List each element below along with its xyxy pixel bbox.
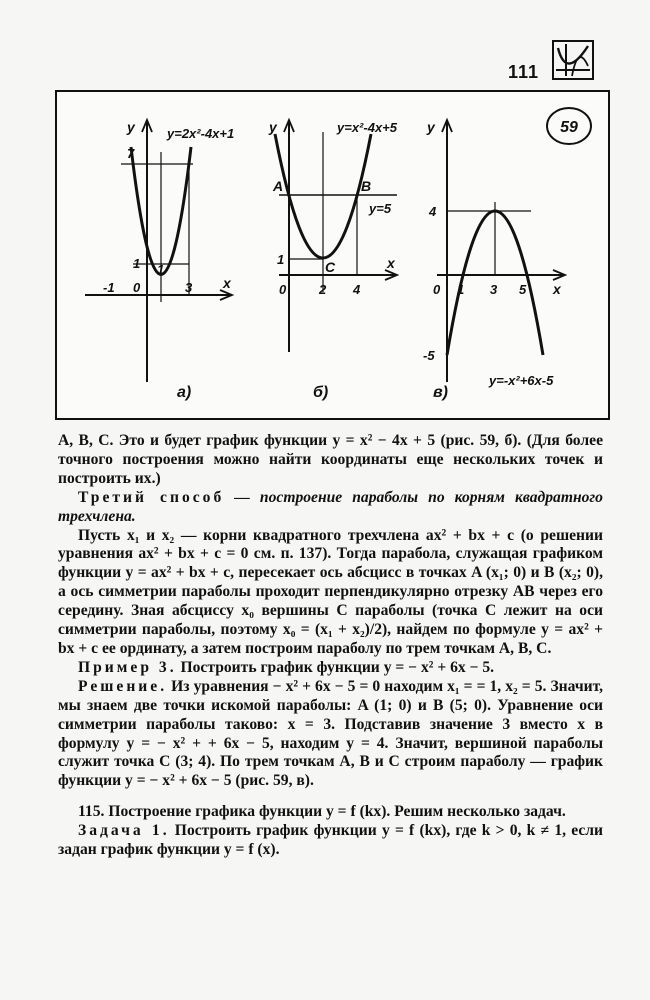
panel-b-point-c: C <box>325 259 336 275</box>
panel-c-tick-5: 5 <box>519 282 527 297</box>
panel-b-point-b: B <box>361 178 372 194</box>
panel-a-label: а) <box>177 384 192 401</box>
paragraph-2-body: — построение параболы по корням квадратного трехчлена. <box>58 488 603 525</box>
panel-a-tick-1-x: 1 <box>157 262 165 277</box>
panel-c-label: в) <box>433 384 448 401</box>
panel-b-axis-x-label: x <box>387 255 395 271</box>
panel-c-tick-3: 3 <box>490 282 498 297</box>
panel-a-axis-y-label: y <box>127 119 135 135</box>
paragraph-4 <box>58 659 603 678</box>
figure-number: 59 <box>560 119 578 136</box>
example-3-lead: Пример 3. <box>78 658 177 676</box>
panel-a-axis-x-label: x <box>223 275 231 291</box>
panel-c-tick-minus5: -5 <box>423 348 435 363</box>
panel-b-axis-y-label: y <box>269 119 277 135</box>
task-1-lead: Задача 1. <box>78 822 170 840</box>
panel-c-tick-1: 1 <box>457 282 465 297</box>
panel-b-tick-4: 4 <box>353 282 361 297</box>
paragraph-1: A, B, C. Это и будет график функции y = x² − 4x + 5 (рис. 59, б). (Для более точного построения можно найти координаты еще нескольких точек и построить их.) <box>58 432 603 487</box>
paragraph-2-lead: Третий способ <box>78 488 225 506</box>
solution-lead: Решение. <box>78 677 168 695</box>
panel-a-tick-7: 7 <box>127 146 135 161</box>
panel-b-formula: y=x²-4x+5 <box>337 120 397 135</box>
paragraph-2 <box>58 489 603 527</box>
paragraph-5 <box>58 678 603 791</box>
task-1-body: Построить график функции y = f (kx), где k > 0, k ≠ 1, если задан график функции y = f (x). <box>58 822 603 859</box>
panel-a <box>85 119 234 401</box>
chapter-logo-icon <box>552 40 594 80</box>
panel-a-tick-minus1: -1 <box>103 280 115 295</box>
body-text <box>58 432 603 860</box>
panel-c-formula: y=-x²+6x-5 <box>489 373 554 388</box>
panel-b <box>268 119 398 401</box>
panel-b-tick-2: 2 <box>319 282 327 297</box>
solution-body: Из уравнения − x² + 6x − 5 = 0 находим x₁ = = 1, x₂ = 5. Значит, мы знаем две точки искомой параболы: A (1; 0) и B (5; 0). Уравнение оси симметрии параболы таково: x = 3. Подставив значение 3 вместо x в формулу y = − x² + + 6x − 5, находим y = 4. Значит, вершиной параболы служит точка C (3; 4). По трем точкам A, B и C строим параболу — график функции y = − x² + 6x − 5 (рис. 59, в). <box>58 677 603 790</box>
panel-c-tick-4: 4 <box>429 204 437 219</box>
panel-a-tick-1-y: 1 <box>133 256 141 271</box>
example-3-body: Построить график функции y = − x² + 6x − 5. <box>176 658 495 676</box>
panel-c-axis-x-label: x <box>553 281 561 297</box>
panel-a-tick-3: 3 <box>185 280 193 295</box>
section-115-heading: 115. Построение графика функции y = f (kx). Решим несколько задач. <box>78 803 566 821</box>
panel-b-point-a: A <box>273 178 284 194</box>
panel-b-label: б) <box>313 384 329 401</box>
page-number: 111 <box>508 62 540 82</box>
panel-c <box>423 119 565 401</box>
figure-59 <box>55 90 610 420</box>
panel-b-line-label: y=5 <box>369 201 392 216</box>
panel-a-formula: y=2x²-4x+1 <box>167 126 235 141</box>
paragraph-3: Пусть x₁ и x₂ — корни квадратного трехчлена ax² + bx + c (о решении уравнения ax² + bx + c = 0 см. п. 137). Тогда парабола, служащая графиком функции y = ax² + bx + c, пересекает ось абсцисс в точках A (x₁; 0) и B (x₂; 0), а ось симметрии параболы проходит перпендикулярно отрезку AB через его середину. Зная абсциссу x₀ вершины C параболы (точка C лежит на оси симметрии параболы, поэтому x₀ = (x₁ + x₂)/2), найдем по формуле y = ax² + bx + c ее ординату, а затем построим параболу по трем точкам A, B, C. <box>58 526 603 657</box>
panel-b-tick-1: 1 <box>277 252 285 267</box>
panel-b-tick-0: 0 <box>279 282 287 297</box>
panel-c-axis-y-label: y <box>427 119 435 135</box>
panel-a-tick-0: 0 <box>133 280 141 295</box>
paragraph-7 <box>58 822 603 860</box>
panel-c-tick-0: 0 <box>433 282 441 297</box>
